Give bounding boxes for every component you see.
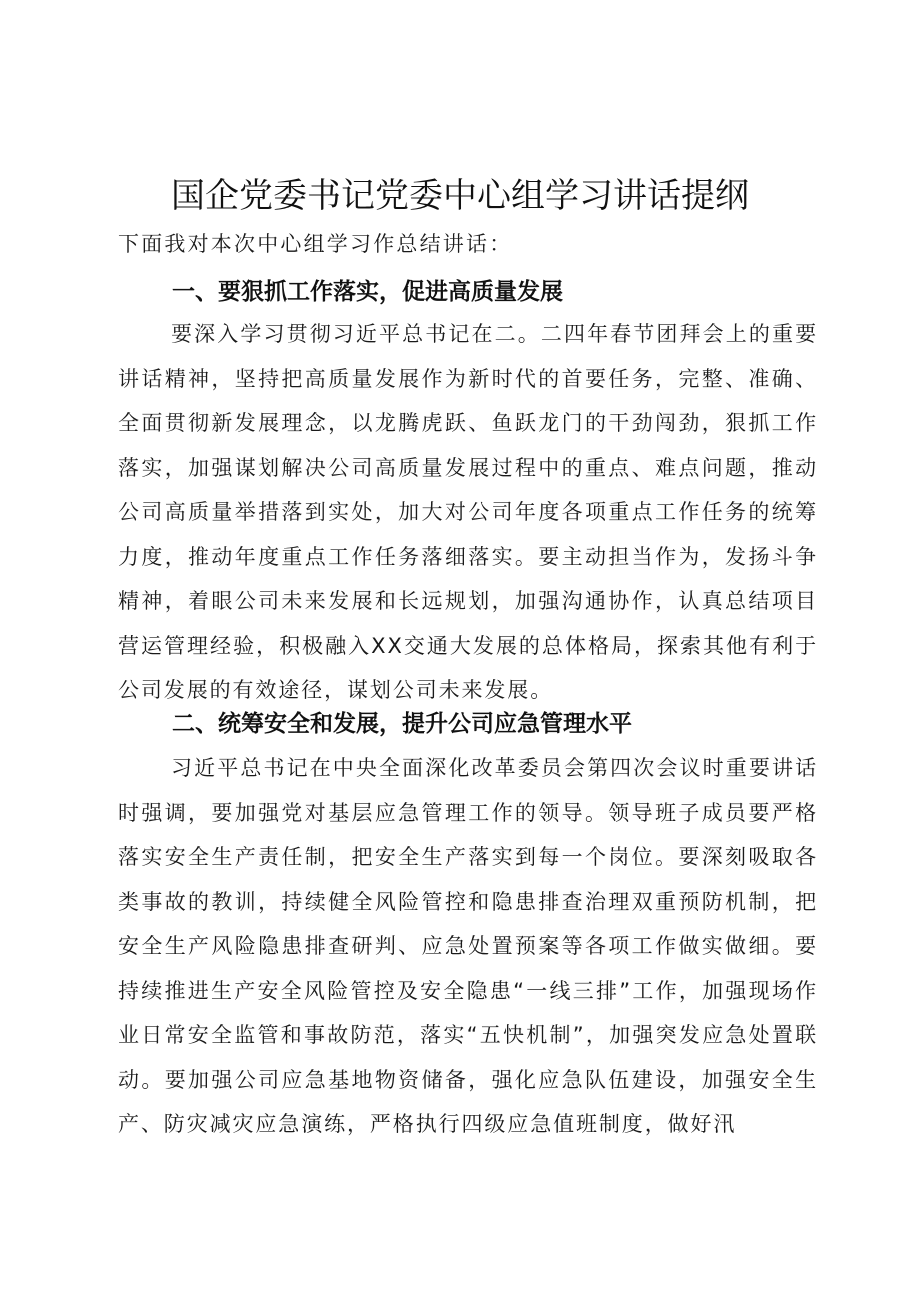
document-title: 国企党委书记党委中心组学习讲话提纲 xyxy=(171,176,749,216)
section-heading-2: 二、统筹安全和发展，提升公司应急管理水平 xyxy=(172,711,632,737)
section-paragraph-2: 习近平总书记在中央全面深化改革委员会第四次会议时重要讲话时强调，要加强党对基层应急管理工作的领导。领导班子成员要严格落实安全生产责任制，把安全生产落实到每一个岗位。要深刻吸取各类事故的教训，持续健全风险管控和隐患排查治理双重预防机制，把安全生产风险隐患排查研判、应急处置预案等各项工作做实做细。要持续推进生产安全风险管控及安全隐患“一线三排”工作，加强现场作业日常安全监管和事故防范，落实“五快机制”，加强突发应急处置联动。要加强公司应急基地物资储备，强化应急队伍建设，加强安全生产、防灾减灾应急演练，严格执行四级应急值班制度，做好汛 xyxy=(118,756,818,1136)
section-paragraph-1: 要深入学习贯彻习近平总书记在二。二四年春节团拜会上的重要讲话精神，坚持把高质量发展作为新时代的首要任务，完整、准确、全面贯彻新发展理念，以龙腾虎跃、鱼跃龙门的干劲闯劲，狠抓工作落实，加强谋划解决公司高质量发展过程中的重点、难点问题，推动公司高质量举措落到实处，加大对公司年度各项重点工作任务的统筹力度，推动年度重点工作任务落细落实。要主动担当作为，发扬斗争精神，着眼公司未来发展和长远规划，加强沟通协作，认真总结项目营运管理经验，积极融入XX交通大发展的总体格局，探索其他有利于公司发展的有效途径，谋划公司未来发展。 xyxy=(118,322,818,702)
section-heading-1: 一、要狠抓工作落实，促进高质量发展 xyxy=(172,279,563,305)
intro-text: 下面我对本次中心组学习作总结讲话： xyxy=(118,232,513,256)
